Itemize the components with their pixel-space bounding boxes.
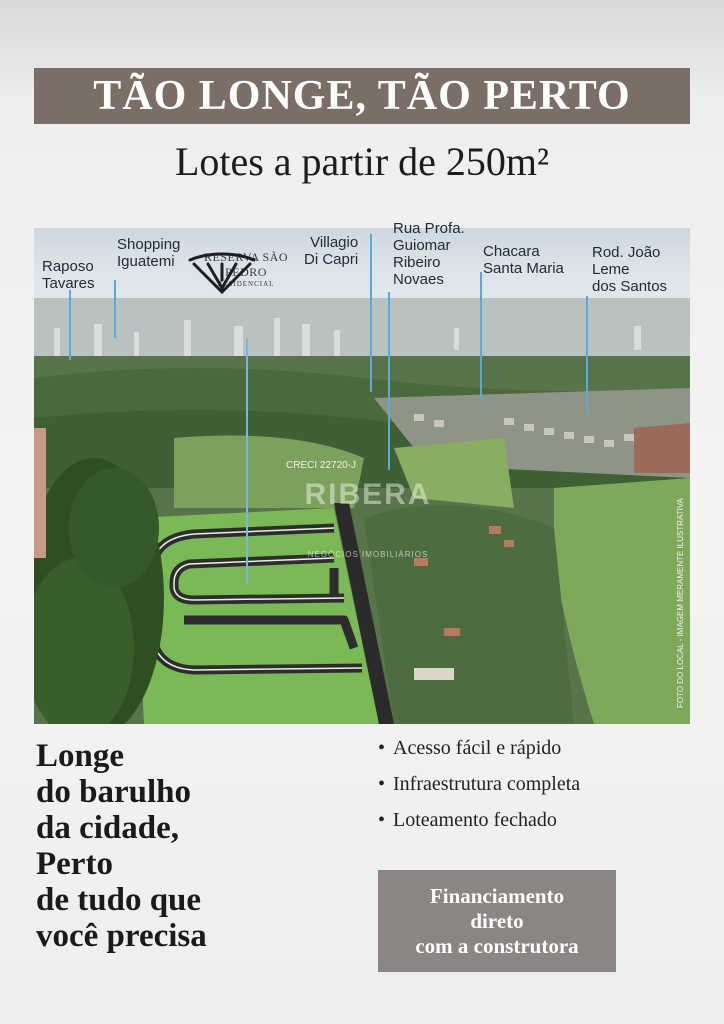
headline-line: você precisa <box>36 918 207 954</box>
location-label-raposo <box>42 258 95 292</box>
headline-line: da cidade, <box>36 810 180 846</box>
watermark-tagline: NEGÓCIOS IMOBILIÁRIOS <box>307 550 429 559</box>
headline-line: Perto <box>36 846 113 882</box>
aerial-photo <box>34 228 690 724</box>
location-label-chacara <box>483 243 564 277</box>
feature-item <box>378 736 580 772</box>
location-line: Villagio <box>310 234 359 251</box>
location-label-rua <box>393 220 465 288</box>
location-line: Tavares <box>42 275 95 292</box>
pin-rua <box>388 292 390 470</box>
pin-chacara <box>480 272 482 400</box>
pin-shopping <box>114 280 116 338</box>
financing-box <box>378 870 616 972</box>
headline-text <box>36 738 207 954</box>
location-line: dos Santos <box>592 278 668 295</box>
logo-name: RESERVA SÃO PEDRO <box>203 250 288 279</box>
feature-item <box>378 772 580 808</box>
feature-text: Infraestrutura completa <box>393 773 581 795</box>
location-line: Novaes <box>393 271 444 288</box>
location-label-shopping <box>117 236 180 270</box>
location-line: Santa Maria <box>483 260 564 277</box>
headline-line: do barulho <box>36 774 191 810</box>
financing-line: Financiamento <box>429 883 565 908</box>
location-line: Raposo <box>42 258 94 275</box>
bullet-icon: • <box>378 773 386 795</box>
pin-reserva <box>246 338 248 584</box>
photo-disclaimer: FOTO DO LOCAL - IMAGEM MERAMENTE ILUSTRATIVA <box>676 498 685 708</box>
bullet-icon: • <box>378 737 386 759</box>
headline-line: Longe <box>36 738 125 774</box>
lot-size-subtitle: Lotes a partir de 250m² <box>174 139 550 184</box>
financing-line: direto <box>470 908 524 933</box>
location-line: Ribeiro <box>393 254 441 271</box>
diamond-logo-icon <box>184 250 260 296</box>
aerial-landscape-illustration <box>34 228 690 724</box>
location-line: Di Capri <box>304 251 359 268</box>
headline-banner <box>34 68 690 124</box>
bullet-icon: • <box>378 809 386 831</box>
location-line: Rod. João <box>592 244 661 261</box>
location-line: Chacara <box>483 243 540 260</box>
feature-item <box>378 808 580 844</box>
location-label-rod <box>592 244 667 295</box>
pin-villagio <box>370 234 372 392</box>
banner-title: TÃO LONGE, TÃO PERTO <box>93 73 631 119</box>
feature-text: Acesso fácil e rápido <box>393 737 562 759</box>
pin-rod <box>586 296 588 412</box>
location-line: Iguatemi <box>117 253 175 270</box>
location-line: Rua Profa. <box>393 220 465 237</box>
reserva-logo <box>184 250 308 288</box>
watermark-brand: RIBERA <box>304 478 432 511</box>
creci-number: CRECI 22720-J <box>286 460 357 471</box>
feature-list <box>378 736 580 844</box>
headline-line: de tudo que <box>36 882 202 918</box>
location-line: Leme <box>592 261 630 278</box>
logo-subtitle: RESIDENCIAL <box>217 280 275 288</box>
financing-line: com a construtora <box>415 933 579 958</box>
pin-raposo <box>69 290 71 360</box>
feature-text: Loteamento fechado <box>393 809 557 831</box>
location-line: Shopping <box>117 236 181 253</box>
location-line: Guiomar <box>393 237 451 254</box>
location-label-villagio <box>304 234 358 268</box>
